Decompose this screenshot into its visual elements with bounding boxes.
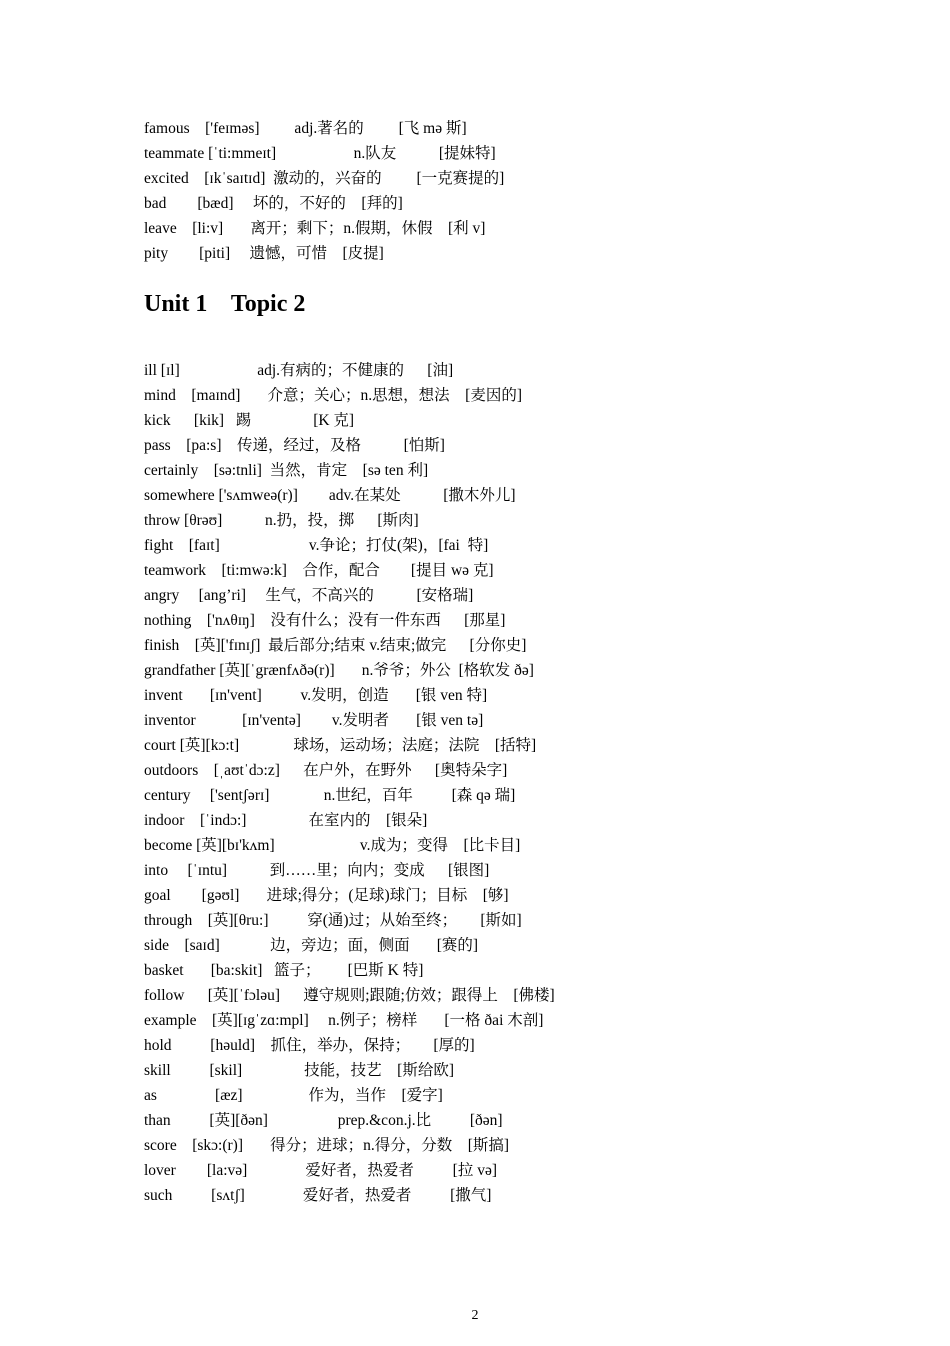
vocab-entry: basket [ba:skit] 篮子； [巴斯 K 特] — [144, 962, 424, 979]
vocab-entry: inventor [ɪn'ventə] v.发明者 [银 ven tə] — [144, 712, 484, 729]
vocab-entry: ill [ɪl] adj.有病的；不健康的 [油] — [144, 362, 454, 379]
vocab-entry: lover [la:və] 爱好者，热爱者 [拉 və] — [144, 1162, 497, 1179]
vocab-entry: finish [英]['fɪnɪʃ] 最后部分;结束 v.结束;做完 [分你史] — [144, 637, 527, 654]
vocab-entry: skill [skil] 技能，技艺 [斯给欧] — [144, 1062, 454, 1079]
vocab-entry: famous ['feɪməs] adj.著名的 [飞 mə 斯] — [144, 120, 467, 137]
vocab-entry: through [英][θru:] 穿(通)过；从始至终； [斯如] — [144, 912, 522, 929]
vocab-entry: as [æz] 作为，当作 [爱字] — [144, 1087, 443, 1104]
vocab-entry: than [英][ðən] prep.&con.j.比 [ðən] — [144, 1112, 503, 1129]
vocab-entry: leave [li:v] 离开；剩下；n.假期，休假 [利 v] — [144, 220, 486, 237]
vocab-entry: pass [pa:s] 传递，经过，及格 [怕斯] — [144, 437, 445, 454]
vocab-entry: court [英][kɔ:t] 球场，运动场；法庭；法院 [括特] — [144, 737, 537, 754]
vocab-entry: certainly [sə:tnli] 当然，肯定 [sə ten 利] — [144, 462, 429, 479]
vocab-entry: score [skɔ:(r)] 得分；进球；n.得分，分数 [斯搞] — [144, 1137, 510, 1154]
vocab-entry: nothing ['nʌθɪŋ] 没有什么；没有一件东西 [那星] — [144, 612, 506, 629]
vocab-entry: angry [ang’ri] 生气，不高兴的 [安格瑞] — [144, 587, 474, 604]
vocab-entry: goal [gəʊl] 进球;得分；(足球)球门；目标 [够] — [144, 887, 509, 904]
section-heading: Unit 1 Topic 2 — [144, 291, 306, 317]
vocab-entry: such [sʌtʃ] 爱好者，热爱者 [撒气] — [144, 1187, 492, 1204]
vocab-entry: pity [piti] 遗憾，可惜 [皮提] — [144, 245, 384, 262]
page-number: 2 — [471, 1308, 479, 1323]
vocab-entry: side [saɪd] 边，旁边；面，侧面 [赛的] — [144, 937, 479, 954]
vocab-entry: invent [ɪn'vent] v.发明，创造 [银 ven 特] — [144, 687, 488, 704]
vocab-entry: throw [θrəʊ] n.扔，投，掷 [斯肉] — [144, 512, 419, 529]
vocab-entry: teammate [ˈti:mmeɪt] n.队友 [提妹特] — [144, 145, 496, 162]
vocab-entry: example [英][ɪgˈzɑ:mpl] n.例子；榜样 [一格 ðai 木剖] — [144, 1012, 544, 1029]
vocab-entry: excited [ɪkˈsaɪtɪd] 激动的，兴奋的 [一克赛提的] — [144, 170, 505, 187]
vocab-entry: become [英][bɪ'kʌm] v.成为；变得 [比卡目] — [144, 837, 521, 854]
vocab-entry: indoor [ˈindɔ:] 在室内的 [银朵] — [144, 812, 428, 829]
vocab-entry: grandfather [英][ˈgrænfʌðə(r)] n.爷爷；外公 [格软发 ðə] — [144, 662, 534, 679]
vocab-entry: follow [英][ˈfɔləu] 遵守规则;跟随;仿效；跟得上 [佛楼] — [144, 987, 555, 1004]
vocab-entry: hold [həuld] 抓住，举办，保持； [厚的] — [144, 1037, 475, 1054]
vocab-entry: into [ˈɪntu] 到……里；向内；变成 [银图] — [144, 862, 490, 879]
vocab-entry: somewhere ['sʌmweə(r)] adv.在某处 [撒木外儿] — [144, 487, 516, 504]
vocab-entry: mind [maɪnd] 介意；关心；n.思想，想法 [麦因的] — [144, 387, 523, 404]
vocab-entry: bad [bæd] 坏的，不好的 [拜的] — [144, 195, 403, 212]
vocab-entry: teamwork [ti:mwə:k] 合作，配合 [提目 wə 克] — [144, 562, 494, 579]
vocab-entry: century ['sentʃərɪ] n.世纪，百年 [森 qə 瑞] — [144, 787, 516, 804]
vocab-entry: kick [kik] 踢 [K 克] — [144, 412, 355, 429]
vocab-entry: fight [faɪt] v.争论；打仗(架)，[fai 特] — [144, 537, 489, 554]
vocab-entry: outdoors [ˌaʊtˈdɔ:z] 在户外，在野外 [奥特朵字] — [144, 762, 508, 779]
